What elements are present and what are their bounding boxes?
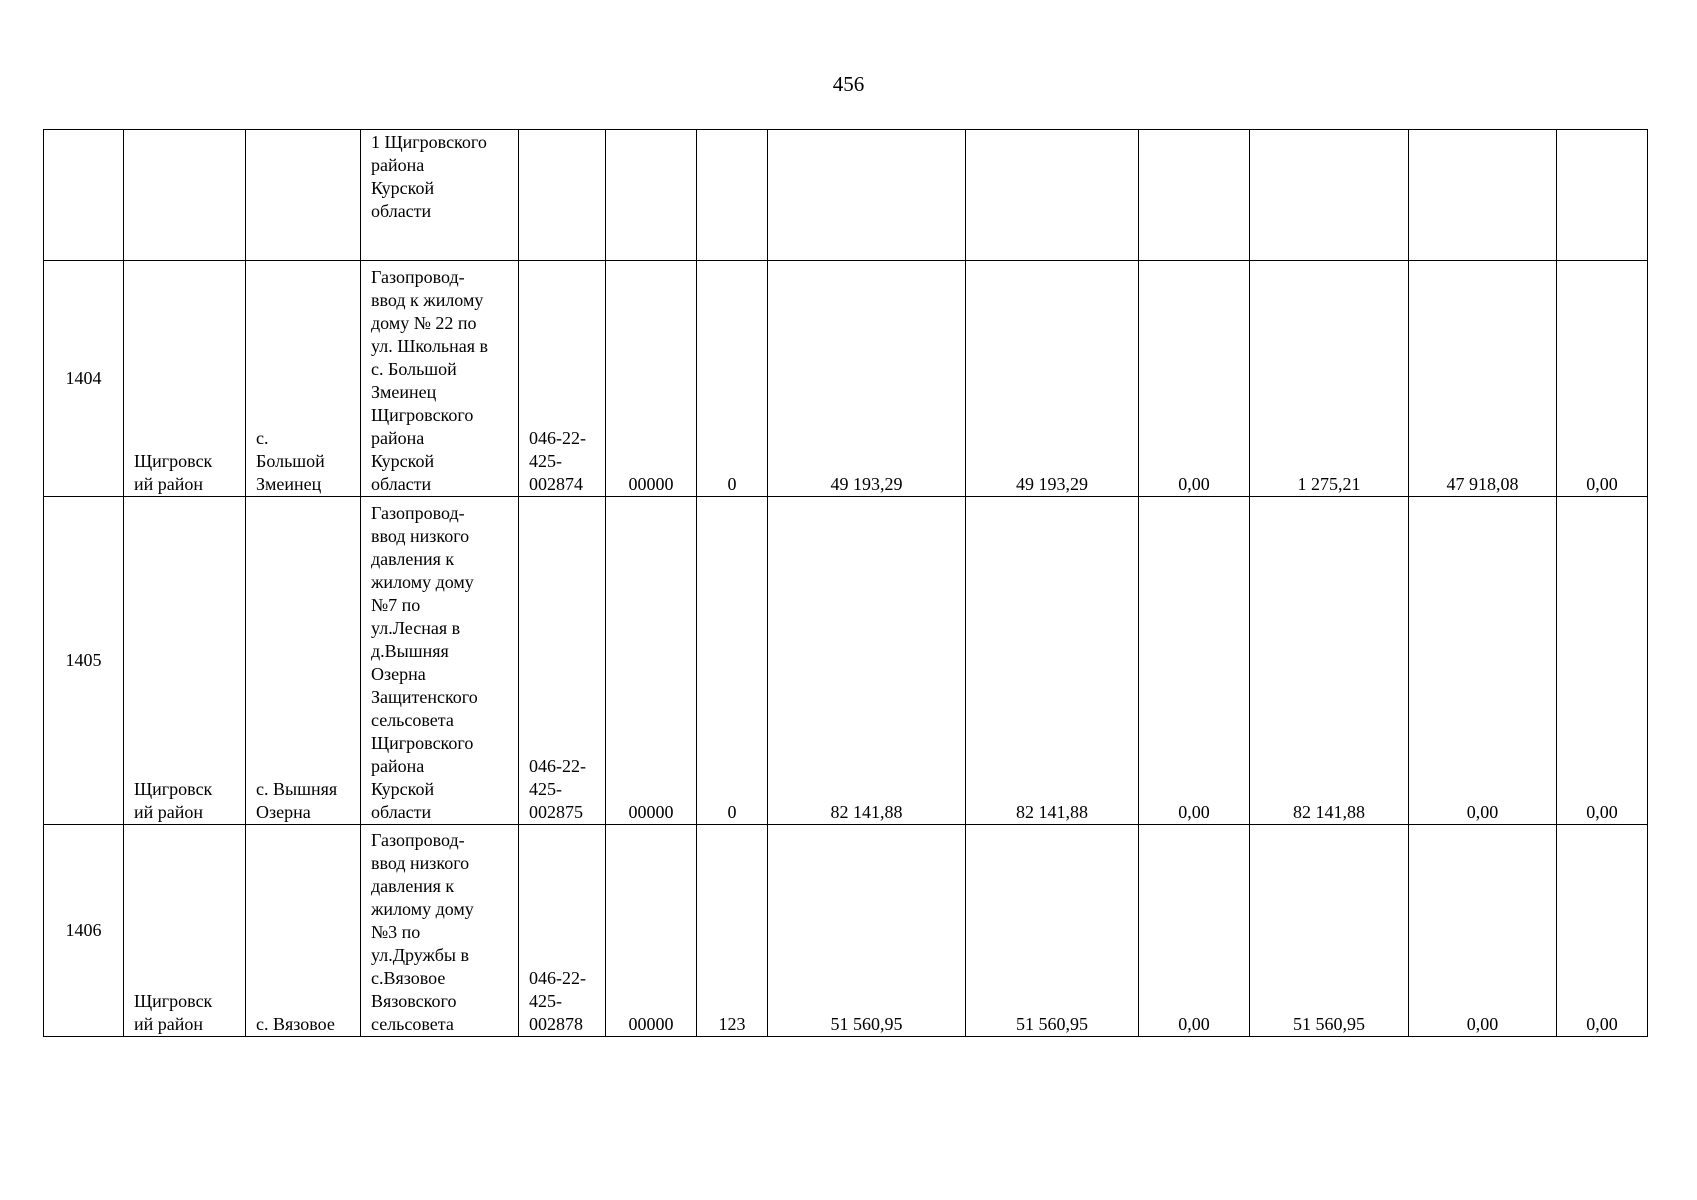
table-row: [44, 261, 1648, 497]
property-registry-table: [43, 129, 1648, 1037]
cell-num: 1404: [44, 261, 124, 497]
cell-code: 046-22- 425- 002875: [519, 497, 606, 825]
cell-col6: [606, 130, 697, 261]
cell-description: 1 Щигровского района Курской области: [361, 130, 519, 261]
cell-description: Газопровод- ввод низкого давления к жилому дому №3 по ул.Дружбы в с.Вязовое Вязовского сельсовета: [361, 825, 519, 1037]
cell-col12: 47 918,08: [1409, 261, 1557, 497]
cell-col9: [966, 130, 1139, 261]
cell-code: [519, 130, 606, 261]
cell-col12: [1409, 130, 1557, 261]
cell-col7: [697, 130, 768, 261]
cell-code: 046-22- 425- 002874: [519, 261, 606, 497]
cell-col13: 0,00: [1557, 261, 1648, 497]
cell-district: Щигровск ий район: [124, 261, 246, 497]
table-row: [44, 825, 1648, 1037]
cell-col10: [1139, 130, 1250, 261]
cell-district: Щигровск ий район: [124, 825, 246, 1037]
cell-col11: 1 275,21: [1250, 261, 1409, 497]
cell-col13: [1557, 130, 1648, 261]
cell-col9: 82 141,88: [966, 497, 1139, 825]
cell-num: [44, 130, 124, 261]
cell-col7: 123: [697, 825, 768, 1037]
cell-col8: 49 193,29: [768, 261, 966, 497]
cell-description: Газопровод- ввод к жилому дому № 22 по ул. Школьная в с. Большой Змеинец Щигровского района Курской области: [361, 261, 519, 497]
cell-settlement: [246, 130, 361, 261]
cell-col10: 0,00: [1139, 497, 1250, 825]
cell-district: Щигровск ий район: [124, 497, 246, 825]
table-row-carryover: [44, 130, 1648, 261]
cell-col12: 0,00: [1409, 497, 1557, 825]
cell-col12: 0,00: [1409, 825, 1557, 1037]
cell-district: [124, 130, 246, 261]
cell-col13: 0,00: [1557, 825, 1648, 1037]
cell-col6: 00000: [606, 497, 697, 825]
cell-description: Газопровод- ввод низкого давления к жилому дому №7 по ул.Лесная в д.Вышняя Озерна Защитенского сельсовета Щигровского района Курской области: [361, 497, 519, 825]
cell-settlement: с. Вязовое: [246, 825, 361, 1037]
cell-col8: 82 141,88: [768, 497, 966, 825]
table-row: [44, 497, 1648, 825]
cell-col10: 0,00: [1139, 825, 1250, 1037]
cell-settlement: с. Большой Змеинец: [246, 261, 361, 497]
cell-col8: 51 560,95: [768, 825, 966, 1037]
cell-col6: 00000: [606, 261, 697, 497]
cell-col10: 0,00: [1139, 261, 1250, 497]
cell-col8: [768, 130, 966, 261]
cell-col13: 0,00: [1557, 497, 1648, 825]
cell-col6: 00000: [606, 825, 697, 1037]
cell-col9: 49 193,29: [966, 261, 1139, 497]
cell-code: 046-22- 425- 002878: [519, 825, 606, 1037]
cell-col11: [1250, 130, 1409, 261]
cell-num: 1406: [44, 825, 124, 1037]
cell-settlement: с. Вышняя Озерна: [246, 497, 361, 825]
cell-col11: 51 560,95: [1250, 825, 1409, 1037]
cell-col7: 0: [697, 261, 768, 497]
cell-num: 1405: [44, 497, 124, 825]
cell-col9: 51 560,95: [966, 825, 1139, 1037]
cell-col7: 0: [697, 497, 768, 825]
cell-col11: 82 141,88: [1250, 497, 1409, 825]
page-number: 456: [832, 72, 865, 96]
